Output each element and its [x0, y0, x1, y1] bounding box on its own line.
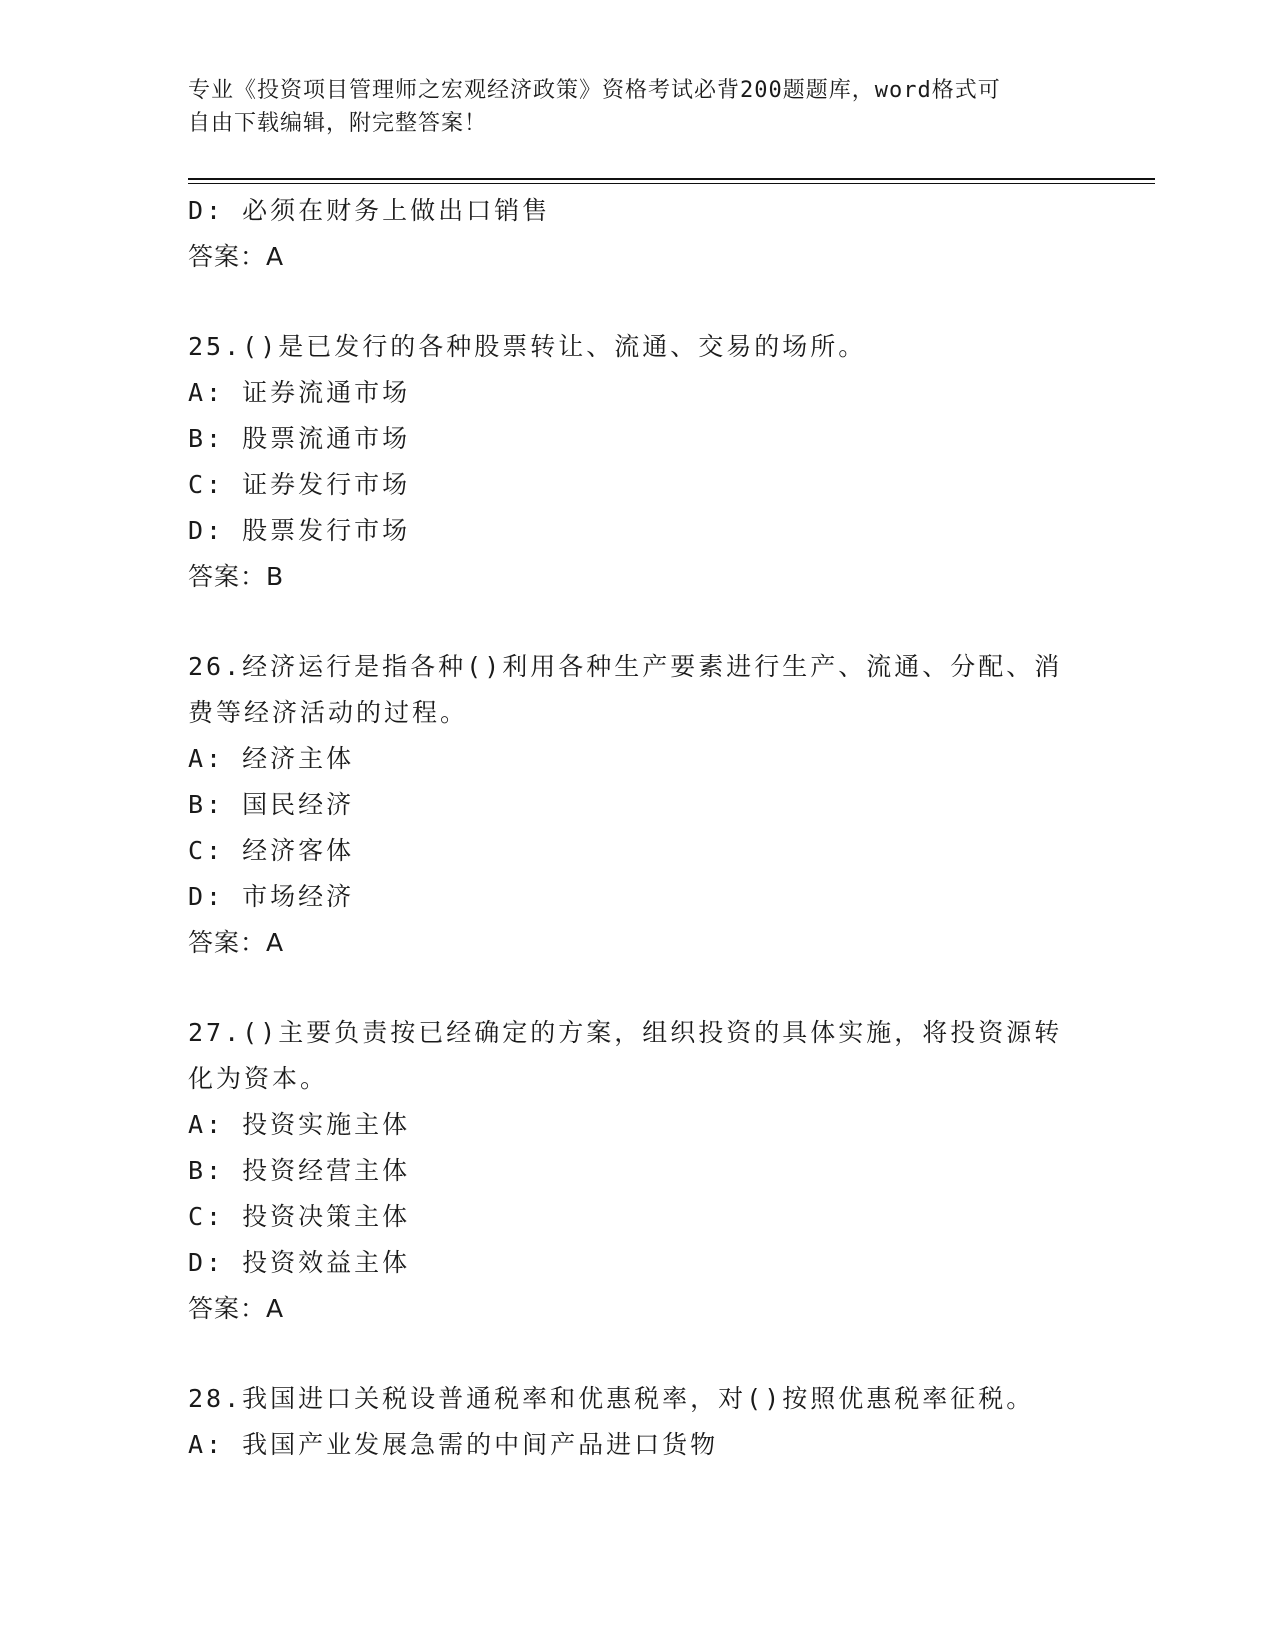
- option-d: D: 投资效益主体: [188, 1248, 411, 1277]
- option-b: B: 国民经济: [188, 790, 355, 819]
- header-divider-thin: [188, 183, 1155, 184]
- answer-line: 答案：A: [188, 1294, 285, 1323]
- header-line-1: 专业《投资项目管理师之宏观经济政策》资格考试必背200题题库，word格式可: [188, 78, 1001, 103]
- option-d: D: 股票发行市场: [188, 516, 411, 545]
- question-list: [188, 188, 1088, 1468]
- option-d: D: 必须在财务上做出口销售: [188, 196, 551, 225]
- option-c: C: 经济客体: [188, 836, 355, 865]
- option-a: A: 证券流通市场: [188, 378, 411, 407]
- question-24-continued: [188, 188, 1088, 280]
- option-c: C: 证券发行市场: [188, 470, 411, 499]
- question-26: [188, 644, 1088, 966]
- answer-line: 答案：A: [188, 928, 285, 957]
- answer-line: 答案：B: [188, 562, 285, 591]
- option-a: A: 投资实施主体: [188, 1110, 411, 1139]
- option-a: A: 我国产业发展急需的中间产品进口货物: [188, 1430, 719, 1459]
- header-divider-thick: [188, 178, 1155, 180]
- question-stem: 27.()主要负责按已经确定的方案，组织投资的具体实施，将投资源转化为资本。: [188, 1018, 1063, 1093]
- answer-line: 答案：A: [188, 242, 285, 271]
- question-stem: 25.()是已发行的各种股票转让、流通、交易的场所。: [188, 332, 867, 361]
- option-c: C: 投资决策主体: [188, 1202, 411, 1231]
- option-a: A: 经济主体: [188, 744, 355, 773]
- question-stem: 28.我国进口关税设普通税率和优惠税率，对()按照优惠税率征税。: [188, 1384, 1035, 1413]
- document-header: [188, 74, 1068, 140]
- header-line-2: 自由下载编辑，附完整答案！: [188, 111, 488, 136]
- question-28: [188, 1376, 1088, 1468]
- question-stem: 26.经济运行是指各种()利用各种生产要素进行生产、流通、分配、消费等经济活动的过程。: [188, 652, 1063, 727]
- option-d: D: 市场经济: [188, 882, 355, 911]
- question-25: [188, 324, 1088, 600]
- option-b: B: 股票流通市场: [188, 424, 411, 453]
- option-b: B: 投资经营主体: [188, 1156, 411, 1185]
- question-27: [188, 1010, 1088, 1332]
